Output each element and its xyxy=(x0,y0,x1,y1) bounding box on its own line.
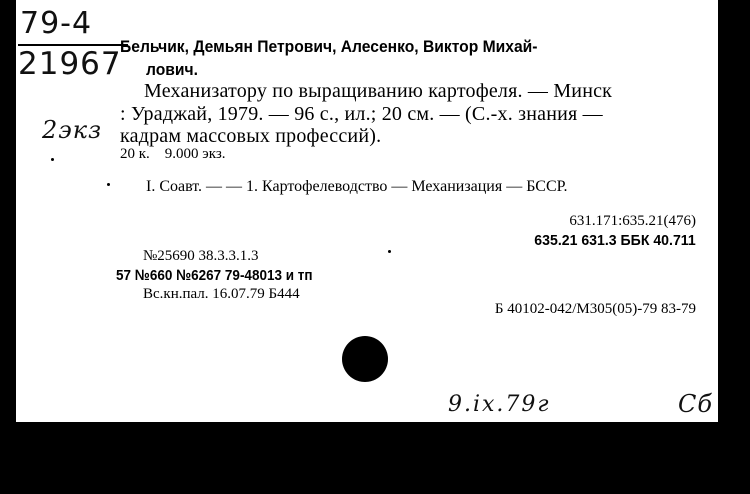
handwritten-copies-note: 2экз xyxy=(42,116,103,144)
catalog-card xyxy=(16,0,718,422)
title-line-2: : Ураджай, 1979. — 96 с., ил.; 20 см. — (С.-х. знания — xyxy=(120,103,603,125)
call-number-top: 79-4 xyxy=(20,6,93,41)
handwritten-date: 9.ix.79г xyxy=(448,392,551,417)
book-chamber-line: Вс.кн.пал. 16.07.79 Б444 xyxy=(143,286,300,302)
udc-code: 631.171:635.21(476) xyxy=(569,213,696,229)
title-line-1: Механизатору по выращиванию картофеля. — Минск xyxy=(144,80,613,102)
author-heading-continued: лович. xyxy=(146,60,198,79)
handwritten-initials: Сб xyxy=(678,390,714,418)
speck xyxy=(388,250,391,253)
subject-tracings: I. Соавт. — — 1. Картофелеводство — Механизация — БССР. xyxy=(146,178,568,195)
registration-line: 57 №660 №6267 79-48013 и тп xyxy=(116,267,313,284)
speck xyxy=(51,158,54,161)
punch-hole xyxy=(342,336,388,382)
bbk-code: 635.21 631.3 ББК 40.711 xyxy=(534,232,696,249)
title-line-3: кадрам массовых профессий). xyxy=(120,125,382,147)
call-number-bottom: 21967 xyxy=(18,46,122,82)
author-heading: Бельчик, Демьян Петрович, Алесенко, Виктор Михай- xyxy=(120,37,538,56)
price-and-print-run: 20 к. 9.000 экз. xyxy=(120,146,226,162)
order-number-line: №25690 38.3.3.1.3 xyxy=(143,248,259,264)
speck xyxy=(107,183,110,186)
publisher-code: Б 40102-042/М305(05)-79 83-79 xyxy=(494,301,696,317)
